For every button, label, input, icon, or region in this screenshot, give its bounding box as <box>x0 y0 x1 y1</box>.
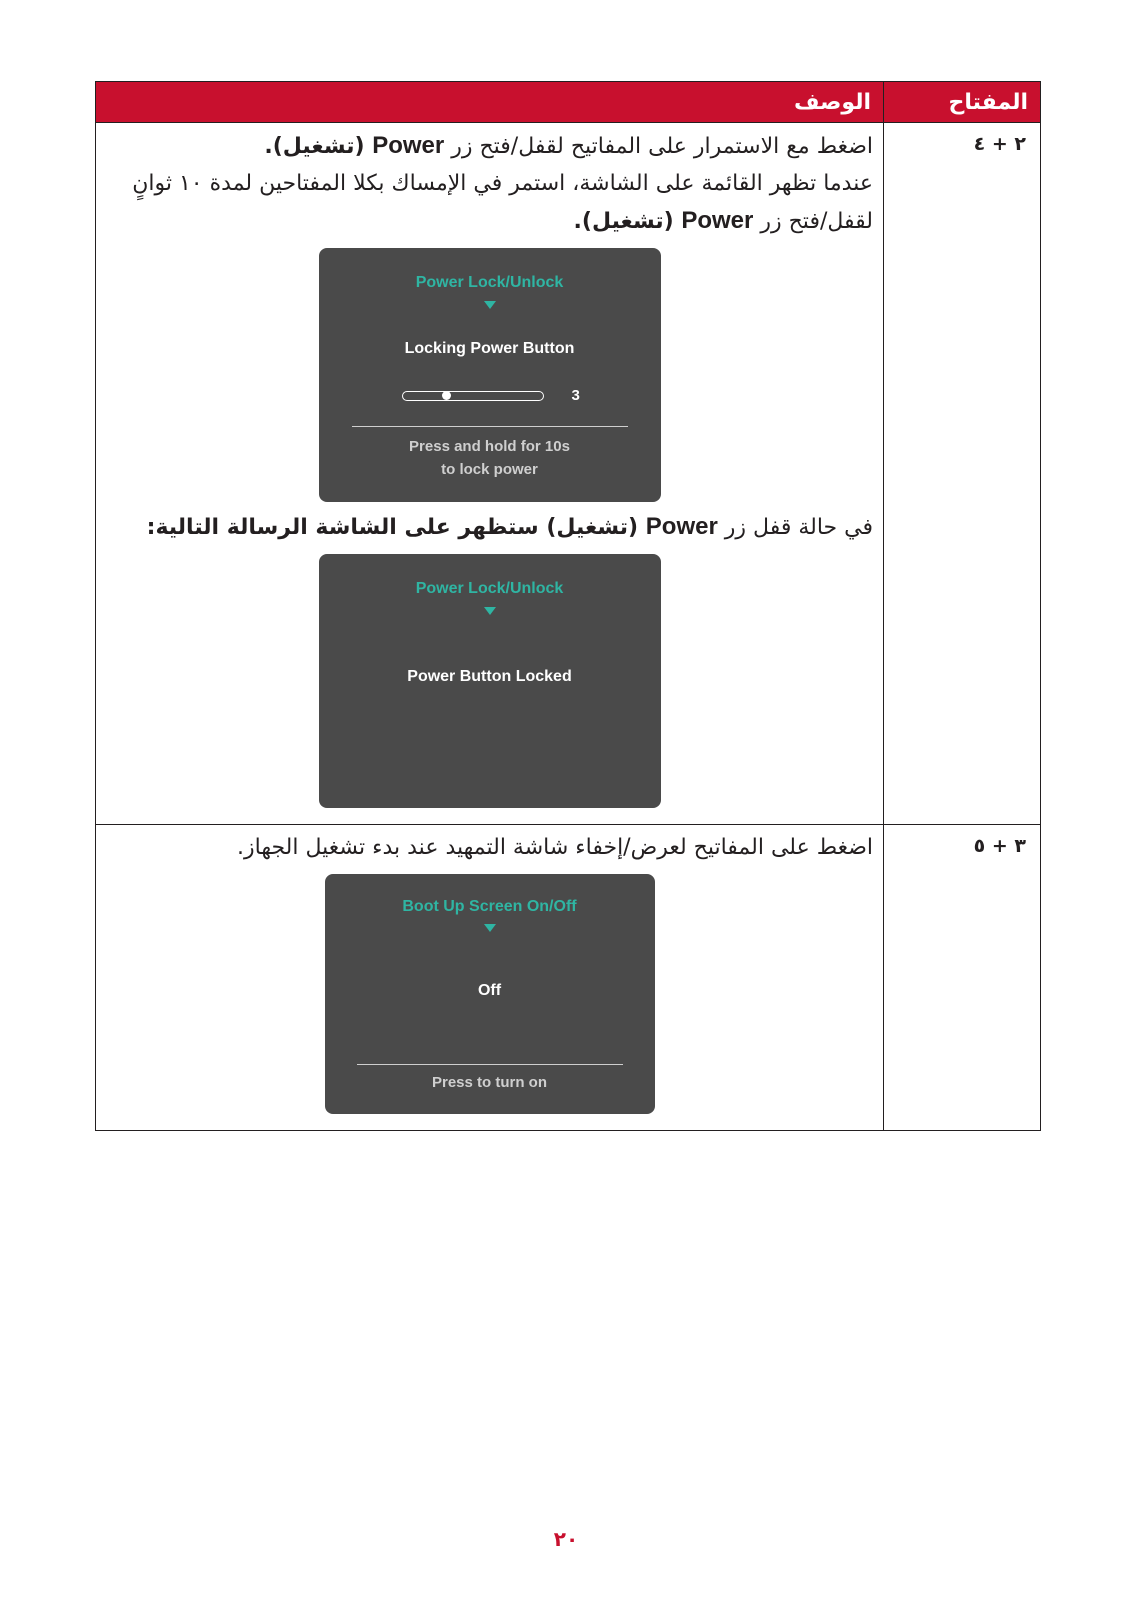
table-row <box>96 825 1041 1131</box>
slider-value: 3 <box>571 387 580 404</box>
instruction-text: اضغط مع الاستمرار على المفاتيح لقفل/فتح زر Power (تشغيل). <box>264 132 873 159</box>
osd-title: Power Lock/Unlock <box>415 580 564 597</box>
instruction-text: عندما تظهر القائمة على الشاشة، استمر في الإمساك بكلا المفتاحين لمدة ١٠ ثوانٍ <box>132 171 873 196</box>
key-function-table <box>95 81 1041 1131</box>
osd-note: Press to turn on <box>431 1074 547 1091</box>
row-keys: ٢ + ٤ <box>884 123 1041 825</box>
osd-title: Boot Up Screen On/Off <box>402 898 577 915</box>
divider <box>352 426 628 427</box>
osd-power-lock-screen <box>319 248 661 502</box>
slider-thumb <box>442 391 451 400</box>
triangle-down-icon <box>484 301 496 309</box>
countdown-slider <box>402 391 544 401</box>
osd-power-locked-screen <box>319 554 661 808</box>
header-keys: المفتاح <box>884 82 1041 123</box>
row-keys: ٣ + ٥ <box>884 825 1041 1131</box>
instruction-text: في حالة قفل زر Power (تشغيل) ستظهر على الشاشة الرسالة التالية: <box>146 513 873 540</box>
header-description: الوصف <box>96 82 884 123</box>
triangle-down-icon <box>484 607 496 615</box>
osd-boot-screen <box>325 874 655 1114</box>
osd-label: Off <box>477 982 502 999</box>
table-row <box>96 123 1041 825</box>
divider <box>357 1064 623 1065</box>
osd-note: Press and hold for 10s to lock power <box>409 438 570 478</box>
instruction-text: لقفل/فتح زر Power (تشغيل). <box>573 207 873 234</box>
table-header-row <box>96 82 1041 123</box>
triangle-down-icon <box>484 924 496 932</box>
row-description <box>96 825 884 1131</box>
instruction-text: اضغط على المفاتيح لعرض/إخفاء شاشة التمهيد عند بدء تشغيل الجهاز. <box>237 835 873 860</box>
osd-title: Power Lock/Unlock <box>415 274 564 291</box>
page-number: ٢٠ <box>553 1527 579 1551</box>
osd-label: Locking Power Button <box>404 340 575 357</box>
osd-label: Power Button Locked <box>407 668 572 685</box>
row-description <box>96 123 884 825</box>
